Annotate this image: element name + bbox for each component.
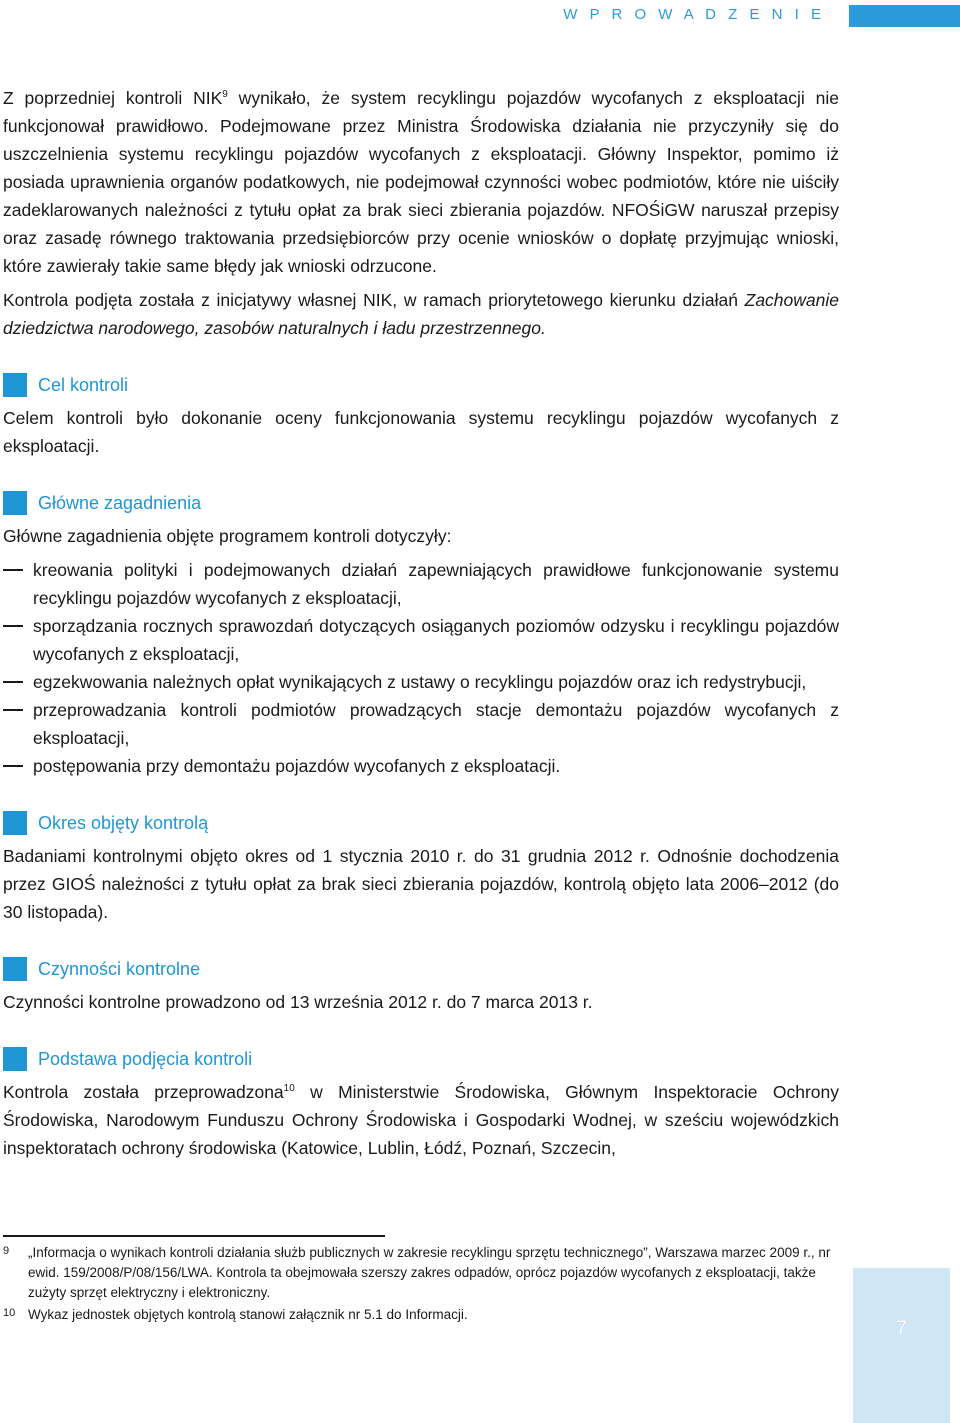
podstawa-text-b: w Ministerstwie Środowiska, Głównym Inspektoracie Ochrony Środowiska, Narodowym Funduszu Ochrony Środowiska i Gospodarki Wodnej, w sześciu wojewódzkich inspektoratach ochrony środowiska (Katowice, Lublin, Łódź, Poznań, Szczecin, bbox=[3, 1082, 839, 1158]
list-item-text: sporządzania rocznych sprawozdań dotyczących osiąganych poziomów odzysku i recyklingu pojazdów wycofanych z eksploatacji, bbox=[33, 616, 839, 664]
footnote-9 bbox=[3, 1243, 839, 1303]
section-title: Okres objęty kontrolą bbox=[38, 812, 209, 833]
section-marker-icon bbox=[3, 373, 27, 397]
list-item bbox=[3, 556, 839, 612]
footnote-ref-10[interactable]: 10 bbox=[283, 1083, 295, 1095]
section-text-cel: Celem kontroli było dokonanie oceny funkcjonowania systemu recyklingu pojazdów wycofanych z eksploatacji. bbox=[3, 408, 839, 456]
section-heading-okres bbox=[3, 810, 839, 836]
footnote-divider bbox=[3, 1235, 385, 1237]
dash-icon bbox=[3, 709, 23, 711]
section-heading-cel bbox=[3, 372, 839, 398]
section-text-podstawa bbox=[3, 1078, 839, 1162]
list-item bbox=[3, 752, 839, 780]
intro-paragraph bbox=[3, 84, 839, 280]
initiative-paragraph bbox=[3, 286, 839, 342]
list-item bbox=[3, 696, 839, 752]
list-item-text: postępowania przy demontażu pojazdów wycofanych z eksploatacji. bbox=[33, 756, 561, 776]
section-heading-zagadnienia bbox=[3, 490, 839, 516]
page-number: 7 bbox=[896, 1318, 907, 1339]
priority-direction: Zachowanie dziedzictwa narodowego, zasobów naturalnych i ładu przestrzennego. bbox=[3, 290, 839, 338]
intro-text-b: wynikało, że system recyklingu pojazdów wycofanych z eksploatacji nie funkcjonował prawidłowo. Podejmowane przez Ministra Środowiska działania nie przyczyniły się do uszczelnienia systemu recyklingu pojazdów wycofanych z eksploatacji. Główny Inspektor, pomimo iż posiada uprawnienia organów podatkowych, nie podejmował czynności wobec podmiotów, które nie uiściły zadeklarowanych należności z tytułu opłat za brak sieci zbierania pojazdów. NFOŚiGW naruszał przepisy oraz zasadę równego traktowania przedsiębiorców przy ocenie wniosków o dopłatę przyjmując wnioski, które zawierały takie same błędy jak wnioski odrzucone. bbox=[3, 88, 839, 276]
list-item-text: egzekwowania należnych opłat wynikających z ustawy o recyklingu pojazdów oraz ich redystrybucji, bbox=[33, 672, 807, 692]
intro-text-a: Z poprzedniej kontroli NIK bbox=[3, 88, 223, 108]
section-title: Główne zagadnienia bbox=[38, 492, 202, 513]
list-item-text: kreowania polityki i podejmowanych działań zapewniających prawidłowe funkcjonowanie systemu recyklingu pojazdów wycofanych z eksploatacji, bbox=[33, 560, 839, 608]
section-intro-zagadnienia: Główne zagadnienia objęte programem kontroli dotyczyły: bbox=[3, 526, 452, 546]
section-heading-podstawa bbox=[3, 1046, 839, 1072]
header-color-block bbox=[849, 5, 960, 27]
section-text-czynnosci: Czynności kontrolne prowadzono od 13 września 2012 r. do 7 marca 2013 r. bbox=[3, 992, 593, 1012]
footnote-number: 9 bbox=[3, 1245, 10, 1257]
running-header: W P R O W A D Z E N I E bbox=[563, 6, 825, 23]
section-title: Cel kontroli bbox=[38, 374, 129, 395]
section-text-okres: Badaniami kontrolnymi objęto okres od 1 stycznia 2010 r. do 31 grudnia 2012 r. Odnośnie dochodzenia przez GIOŚ należności z tytułu opłat za brak sieci zbierania pojazdów, kontrolą objęto lata 2006–2012 (do 30 listopada). bbox=[3, 846, 839, 922]
list-item bbox=[3, 668, 839, 696]
list-item-text: przeprowadzania kontroli podmiotów prowadzących stacje demontażu pojazdów wycofanych z eksploatacji, bbox=[33, 700, 839, 748]
section-marker-icon bbox=[3, 491, 27, 515]
section-marker-icon bbox=[3, 811, 27, 835]
section-marker-icon bbox=[3, 1047, 27, 1071]
initiative-text: Kontrola podjęta została z inicjatywy własnej NIK, w ramach priorytetowego kierunku działań bbox=[3, 290, 745, 310]
issues-list bbox=[3, 556, 839, 780]
section-marker-icon bbox=[3, 957, 27, 981]
footnote-number: 10 bbox=[3, 1307, 16, 1319]
dash-icon bbox=[3, 765, 23, 767]
footnote-10 bbox=[3, 1305, 839, 1325]
section-title: Podstawa podjęcia kontroli bbox=[38, 1048, 253, 1069]
section-heading-czynnosci bbox=[3, 956, 839, 982]
page-number-box bbox=[853, 1268, 950, 1423]
dash-icon bbox=[3, 625, 23, 627]
section-title: Czynności kontrolne bbox=[38, 958, 201, 979]
footnotes bbox=[3, 1243, 839, 1327]
footnote-text: Wykaz jednostek objętych kontrolą stanowi załącznik nr 5.1 do Informacji. bbox=[28, 1307, 468, 1322]
list-item bbox=[3, 612, 839, 668]
main-content bbox=[3, 84, 839, 1162]
footnote-ref-9[interactable]: 9 bbox=[222, 89, 228, 101]
footnote-text: „Informacja o wynikach kontroli działania służb publicznych w zakresie recyklingu sprzętu technicznego”, Warszawa marzec 2009 r., nr ewid. 159/2008/P/08/156/LWA. Kontrola ta obejmowała szerszy zakres odpadów, oprócz pojazdów wycofanych z eksploatacji, także zużyty sprzęt elektryczny i elektroniczny. bbox=[28, 1245, 831, 1300]
podstawa-text-a: Kontrola została przeprowadzona bbox=[3, 1082, 284, 1102]
dash-icon bbox=[3, 681, 23, 683]
dash-icon bbox=[3, 569, 23, 571]
